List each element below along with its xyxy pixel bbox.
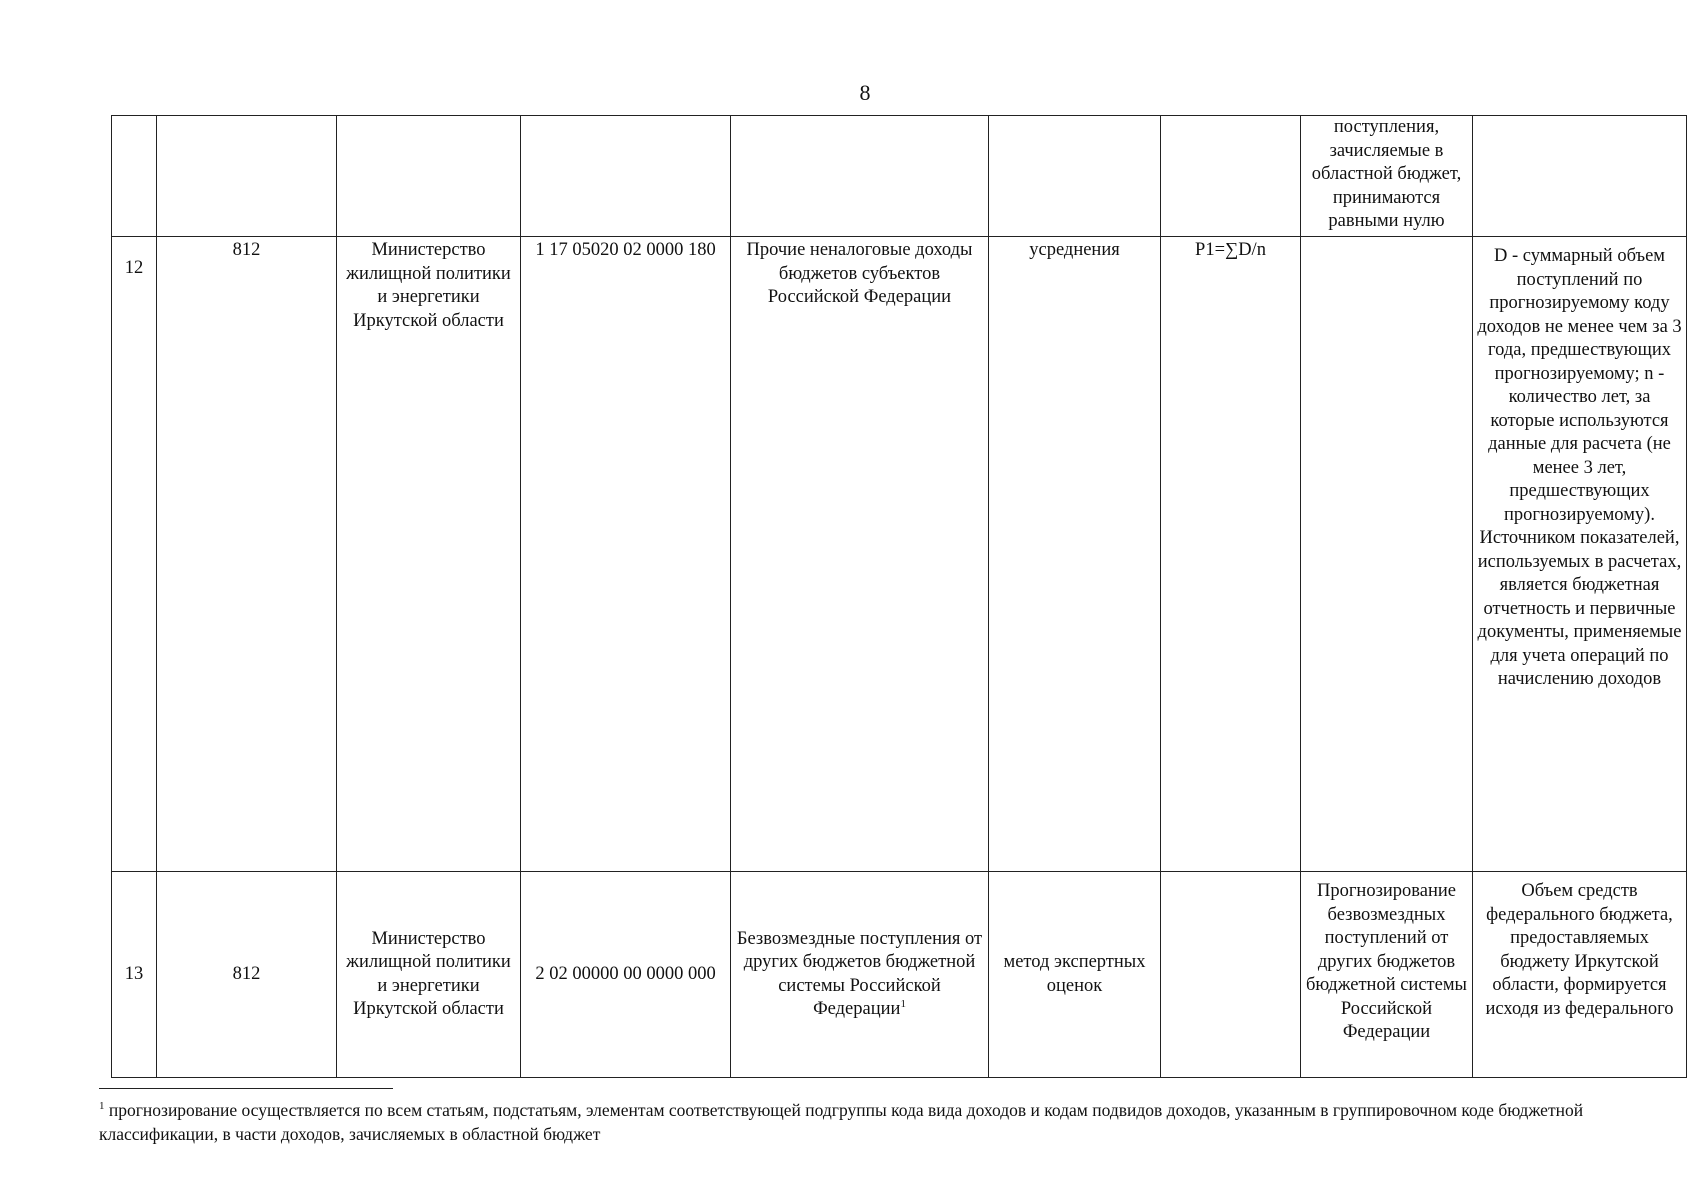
footnote [99,1098,1689,1146]
cell-formula: P1=∑D/n [1161,237,1301,872]
footnote-marker: 1 [99,1100,105,1113]
cell-method: метод экспертных оценок [989,872,1161,1078]
cell-kbk: 1 17 05020 02 0000 180 [521,237,731,872]
footnote-separator [99,1088,393,1089]
cell-description: D - суммарный объем поступлений по прогнозируемому коду доходов не менее чем за 3 года, предшествующих прогнозируемому; n - количество лет, за которые используются данные для расчета (не менее 3 лет, предшествующих прогнозируемому). Источником показателей, используемых в расчетах, является бюджетная отчетность и первичные документы, применяемые для учета операций по начислению доходов [1473,237,1687,872]
cell-admin-code: 812 [157,872,337,1078]
cell-income-name [731,872,989,1078]
cell-admin-name: Министерство жилищной политики и энергетики Иркутской области [337,237,521,872]
cell-description: Объем средств федерального бюджета, предоставляемых бюджету Иркутской области, формируется исходя из федерального [1473,872,1687,1078]
cell-kbk: 2 02 00000 00 0000 000 [521,872,731,1078]
table-row-continued [112,116,1687,237]
table-row-13 [112,872,1687,1078]
cell-algorithm: поступления, зачисляемые в областной бюджет, принимаются равными нулю [1301,116,1473,237]
cell-income-name: Прочие неналоговые доходы бюджетов субъектов Российской Федерации [731,237,989,872]
cell-income-name [731,116,989,237]
cell-algorithm [1301,237,1473,872]
cell-admin-code [157,116,337,237]
cell-admin-name: Министерство жилищной политики и энергетики Иркутской области [337,872,521,1078]
table-row-12 [112,237,1687,872]
cell-kbk [521,116,731,237]
cell-num [112,116,157,237]
cell-method [989,116,1161,237]
page-number: 8 [859,80,871,105]
cell-num: 13 [112,872,157,1078]
cell-algorithm: Прогнозирование безвозмездных поступлений от других бюджетов бюджетной системы Российской Федерации [1301,872,1473,1078]
cell-description [1473,116,1687,237]
footnote-text: прогнозирование осуществляется по всем статьям, подстатьям, элементам соответствующей подгруппы кода вида доходов и кодам подвидов доходов, указанным в группировочном коде бюджетной классификации, в части доходов, зачисляемых в областной бюджет [99,1100,1584,1144]
cell-formula [1161,116,1301,237]
cell-admin-code: 812 [157,237,337,872]
cell-method: усреднения [989,237,1161,872]
cell-formula [1161,872,1301,1078]
income-name-text: Безвозмездные поступления от других бюджетов бюджетной системы Российской Федерации [736,928,983,1019]
cell-num: 12 [112,237,157,872]
footnote-ref: 1 [900,997,906,1010]
cell-admin-name [337,116,521,237]
income-forecast-table [111,115,1687,1078]
